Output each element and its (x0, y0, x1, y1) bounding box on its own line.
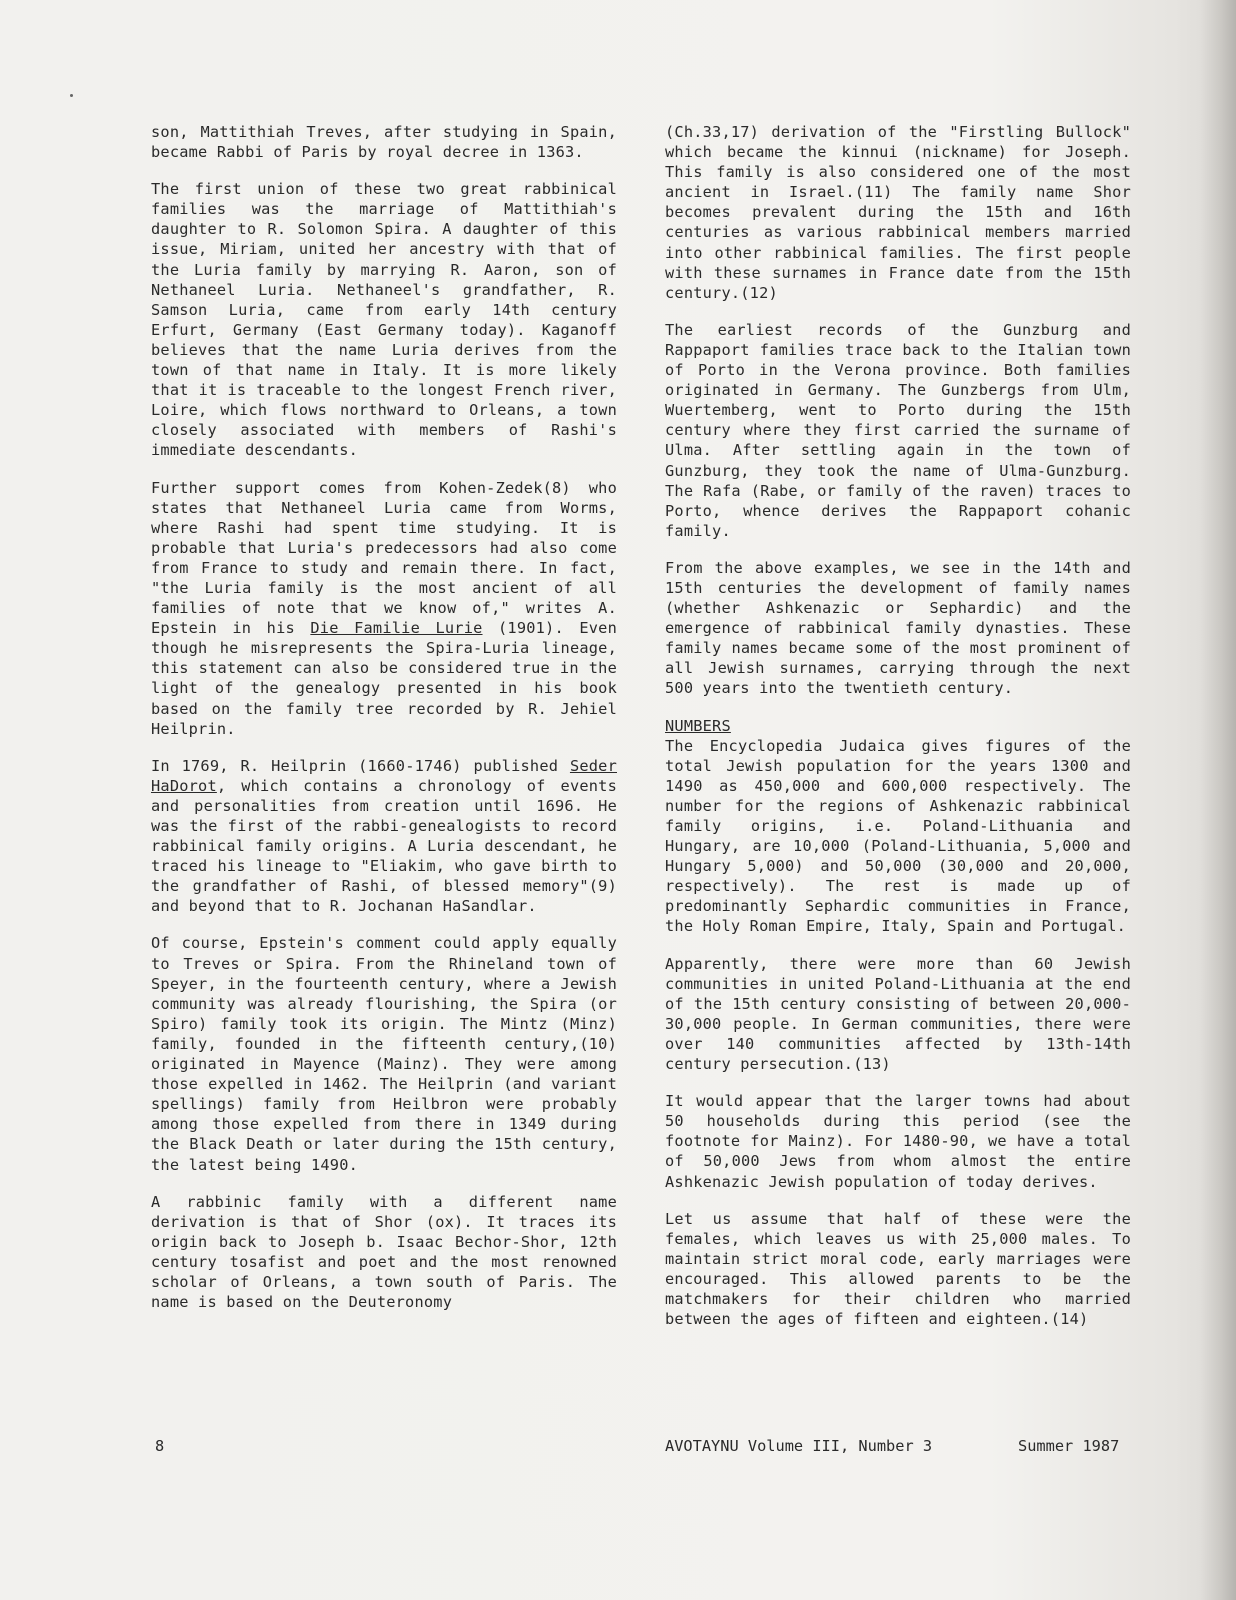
issue-date: Summer 1987 (1018, 1437, 1120, 1455)
paragraph (151, 478, 617, 739)
paragraph: son, Mattithiah Treves, after studying in Spain, became Rabbi of Paris by royal decree in 1363. (151, 123, 617, 162)
paragraph: Let us assume that half of these were the females, which leaves us with 25,000 males. To maintain strict moral code, early marriages were encouraged. This allowed parents to be the matchmakers for their children who married between the ages of fifteen and eighteen.(14) (665, 1209, 1131, 1329)
page-number: 8 (155, 1437, 165, 1455)
paragraph: The first union of these two great rabbinical families was the marriage of Mattithiah's daughter to R. Solomon Spira. A daughter of this issue, Miriam, united her ancestry with that of the Luria family by marrying R. Aaron, son of Nethaneel Luria. Nethaneel's grandfather, R. Samson Luria, came from early 14th century Erfurt, Germany (East Germany today). Kaganoff believes that the name Luria derives from the town of that name in Italy. It is more likely that it is traceable to the longest French river, Loire, which flows northward to Orleans, a town closely associated with members of Rashi's immediate descendants. (151, 180, 617, 460)
book-title: Seder HaDorot (151, 756, 617, 795)
paragraph: The earliest records of the Gunzburg and Rappaport families trace back to the Italian town of Porto in the Verona province. Both families originated in Germany. The Gunzbergs from Ulm, Wuertemberg, went to Porto during the 15th century where they first carried the surname of Ulma. After settling again in the town of Gunzburg, they took the name of Ulma-Gunzburg. The Rafa (Rabe, or family of the raven) traces to Porto, whence derives the Rappaport cohanic family. (665, 320, 1131, 540)
text-run: Further support comes from Kohen-Zedek(8) who states that Nethaneel Luria came from Worms, where Rashi had spent time studying. It is probable that Luria's predecessors had also come from France to study and remain there. In fact, "the Luria family is the most ancient of all families of note that we know of," writes A. Epstein in his (151, 478, 617, 638)
paragraph: The Encyclopedia Judaica gives figures of the total Jewish population for the years 1300 and 1490 as 450,000 and 600,000 respectively. The number for the regions of Ashkenazic rabbinical family origins, i.e. Poland-Lithuania and Hungary, are 10,000 (Poland-Lithuania, 5,000 and Hungary 5,000) and 50,000 (30,000 and 20,000, respectively). The rest is made up of predominantly Sephardic communities in France, the Holy Roman Empire, Italy, Spain and Portugal. (665, 736, 1131, 936)
text-run: , which contains a chronology of events and personalities from creation until 1696. He was the first of the rabbi-genealogists to record rabbinical family origins. A Luria descendant, he traced his lineage to "Eliakim, who gave birth to the grandfather of Rashi, of blessed memory"(9) and beyond that to R. Jochanan HaSandlar. (151, 776, 617, 916)
paragraph: (Ch.33,17) derivation of the "Firstling Bullock" which became the kinnui (nickname) for Joseph. This family is also considered one of the most ancient in Israel.(11) The family name Shor becomes prevalent during the 15th and 16th centuries as various rabbinical members married into other rabbinical families. The first people with these surnames in France date from the 15th century.(12) (665, 123, 1131, 302)
paragraph: It would appear that the larger towns had about 50 households during this period (see the footnote for Mainz). For 1480-90, we have a total of 50,000 Jews from whom almost the entire Ashkenazic Jewish population of today derives. (665, 1092, 1131, 1191)
paragraph: Of course, Epstein's comment could apply equally to Treves or Spira. From the Rhineland town of Speyer, in the fourteenth century, where a Jewish community was already flourishing, the Spira (or Spiro) family took its origin. The Mintz (Minz) family, founded in the fifteenth century,(10) originated in Mayence (Mainz). They were among those expelled in 1462. The Heilprin (and variant spellings) family from Heilbron were probably among those expelled from there in 1349 during the Black Death or later during the 15th century, the latest being 1490. (151, 934, 617, 1174)
paragraph (151, 756, 617, 917)
right-column (665, 122, 1131, 1346)
journal-title: AVOTAYNU Volume III, Number 3 (665, 1437, 933, 1455)
section-heading: NUMBERS (665, 716, 731, 735)
text-run: (1901). Even though he misrepresents the Spira-Luria lineage, this statement can also be considered true in the light of the genealogy presented in his book based on the family tree recorded by R. Jehiel Heilprin. (151, 619, 617, 738)
paragraph: Apparently, there were more than 60 Jewish communities in united Poland-Lithuania at the end of the 15th century consisting of between 20,000-30,000 people. In German communities, there were over 140 communities affected by 13th-14th century persecution.(13) (665, 954, 1131, 1074)
paragraph: From the above examples, we see in the 14th and 15th centuries the development of family names (whether Ashkenazic or Sephardic) and the emergence of rabbinical family dynasties. These family names became some of the most prominent of all Jewish surnames, carrying through the next 500 years into the twentieth century. (665, 558, 1131, 698)
page-edge-shadow (1200, 0, 1236, 1600)
left-column (151, 122, 617, 1329)
paper-speck (70, 94, 73, 97)
text-run: In 1769, R. Heilprin (1660-1746) published (151, 756, 570, 775)
book-title: Die Familie Lurie (310, 619, 483, 638)
paragraph: A rabbinic family with a different name derivation is that of Shor (ox). It traces its origin back to Joseph b. Isaac Bechor-Shor, 12th century tosafist and poet and the most renowned scholar of Orleans, a town south of Paris. The name is based on the Deuteronomy (151, 1192, 617, 1312)
